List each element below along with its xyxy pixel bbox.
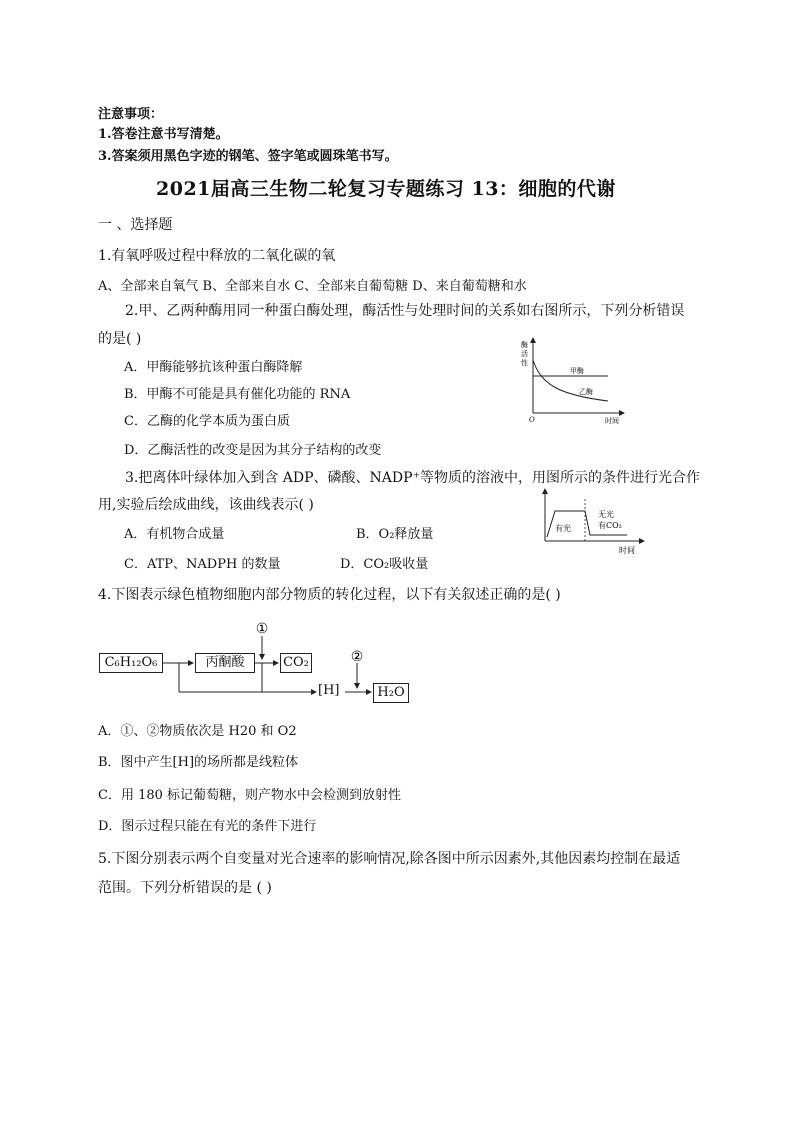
q3-label-light: 有光 [555,524,571,533]
q5-stem-line1: 5.下图分别表示两个自变量对光合速率的影响情况,除各图中所示因素外,其他因素均控制在最适 [98,851,681,867]
q4-box-glucose: C₆H₁₂O₆ [99,653,163,673]
q4-stem: 4.下图表示绿色植物细胞内部分物质的转化过程，以下有关叙述正确的是( ) [98,587,561,603]
q2-option-b: B．甲酶不可能是具有催化功能的 RNA [124,387,351,402]
q4-box-pyruvate: 丙酮酸 [195,653,255,673]
q3-xlabel: 时间 [619,546,635,555]
section-heading: 一 、选择题 [98,217,173,233]
q2-xlabel: 时间 [605,417,619,425]
q3-x-arrow [639,538,645,544]
q4-mark1: ① [255,621,269,637]
notice-line-1: 1.答卷注意书写清楚。 [98,127,229,142]
q4-box-co2: CO₂ [280,653,312,673]
notice-heading: 注意事项： [98,107,164,122]
notice-line-2: 3.答案须用黑色字迹的钢笔、签字笔或圆珠笔书写。 [98,149,398,164]
q2-stem-line2: 的是( ) [98,331,142,347]
q3-option-c: C．ATP、NADPH 的数量 [124,557,281,572]
q4-h: [H] [318,683,340,698]
q2-ylabel-2: 活 [521,350,528,358]
q3-stem-line2: 用,实验后绘成曲线，该曲线表示( ) [98,497,314,513]
q5-stem-line2: 范围。下列分析错误的是 ( ) [98,880,272,896]
q3-stem-line1: 3.把离体叶绿体加入到含 ADP、磷酸、NADP⁺等物质的溶液中，用图所示的条件进行光合作 [125,470,700,486]
q2-label-jia: 甲酶 [570,367,584,375]
q4-box-water: H₂O [373,683,409,703]
q2-ylabel-3: 性 [521,359,528,367]
q2-ylabel-1: 酶 [521,341,528,349]
q2-option-a: A．甲酶能够抗该种蛋白酶降解 [124,360,303,375]
q2-label-yi: 乙酶 [579,388,593,396]
q3-light-figure [535,487,650,557]
page-title: 2021届高三生物二轮复习专题练习 13：细胞的代谢 [156,178,616,200]
q3-option-d: D．CO₂吸收量 [340,557,429,572]
q2-x-arrow [619,410,625,416]
q3-y-arrow [542,488,548,494]
q2-y-arrow [530,337,536,343]
q2-option-d: D．乙酶活性的改变是因为其分子结构的改变 [124,443,382,458]
q4-option-b: B．图中产生[H]的场所都是线粒体 [98,755,299,770]
q2-stem-line1: 2.甲、乙两种酶用同一种蛋白酶处理，酶活性与处理时间的关系如右图所示，下列分析错误 [125,303,685,319]
q1-options: A、全部来自氧气 B、全部来自水 C、全部来自葡萄糖 D、来自葡萄糖和水 [98,279,527,294]
q3-option-a: A．有机物合成量 [124,527,225,542]
q4-mark2: ② [350,649,364,665]
q3-label-dark2: 有CO₂ [598,521,622,530]
q2-option-c: C．乙酶的化学本质为蛋白质 [124,414,290,429]
q4-option-d: D．图示过程只能在有光的条件下进行 [98,819,317,834]
q2-enzyme-figure [515,335,630,427]
q3-option-b: B．O₂释放量 [356,527,434,542]
q3-label-dark1: 无光 [598,510,614,519]
q1-stem: 1.有氧呼吸过程中释放的二氧化碳的氧 [98,248,336,264]
q4-option-a: A．①、②物质依次是 H20 和 O2 [98,724,297,739]
q4-option-c: C．用 180 标记葡萄糖，则产物水中会检测到放射性 [98,788,402,803]
q2-origin: O [529,416,535,424]
